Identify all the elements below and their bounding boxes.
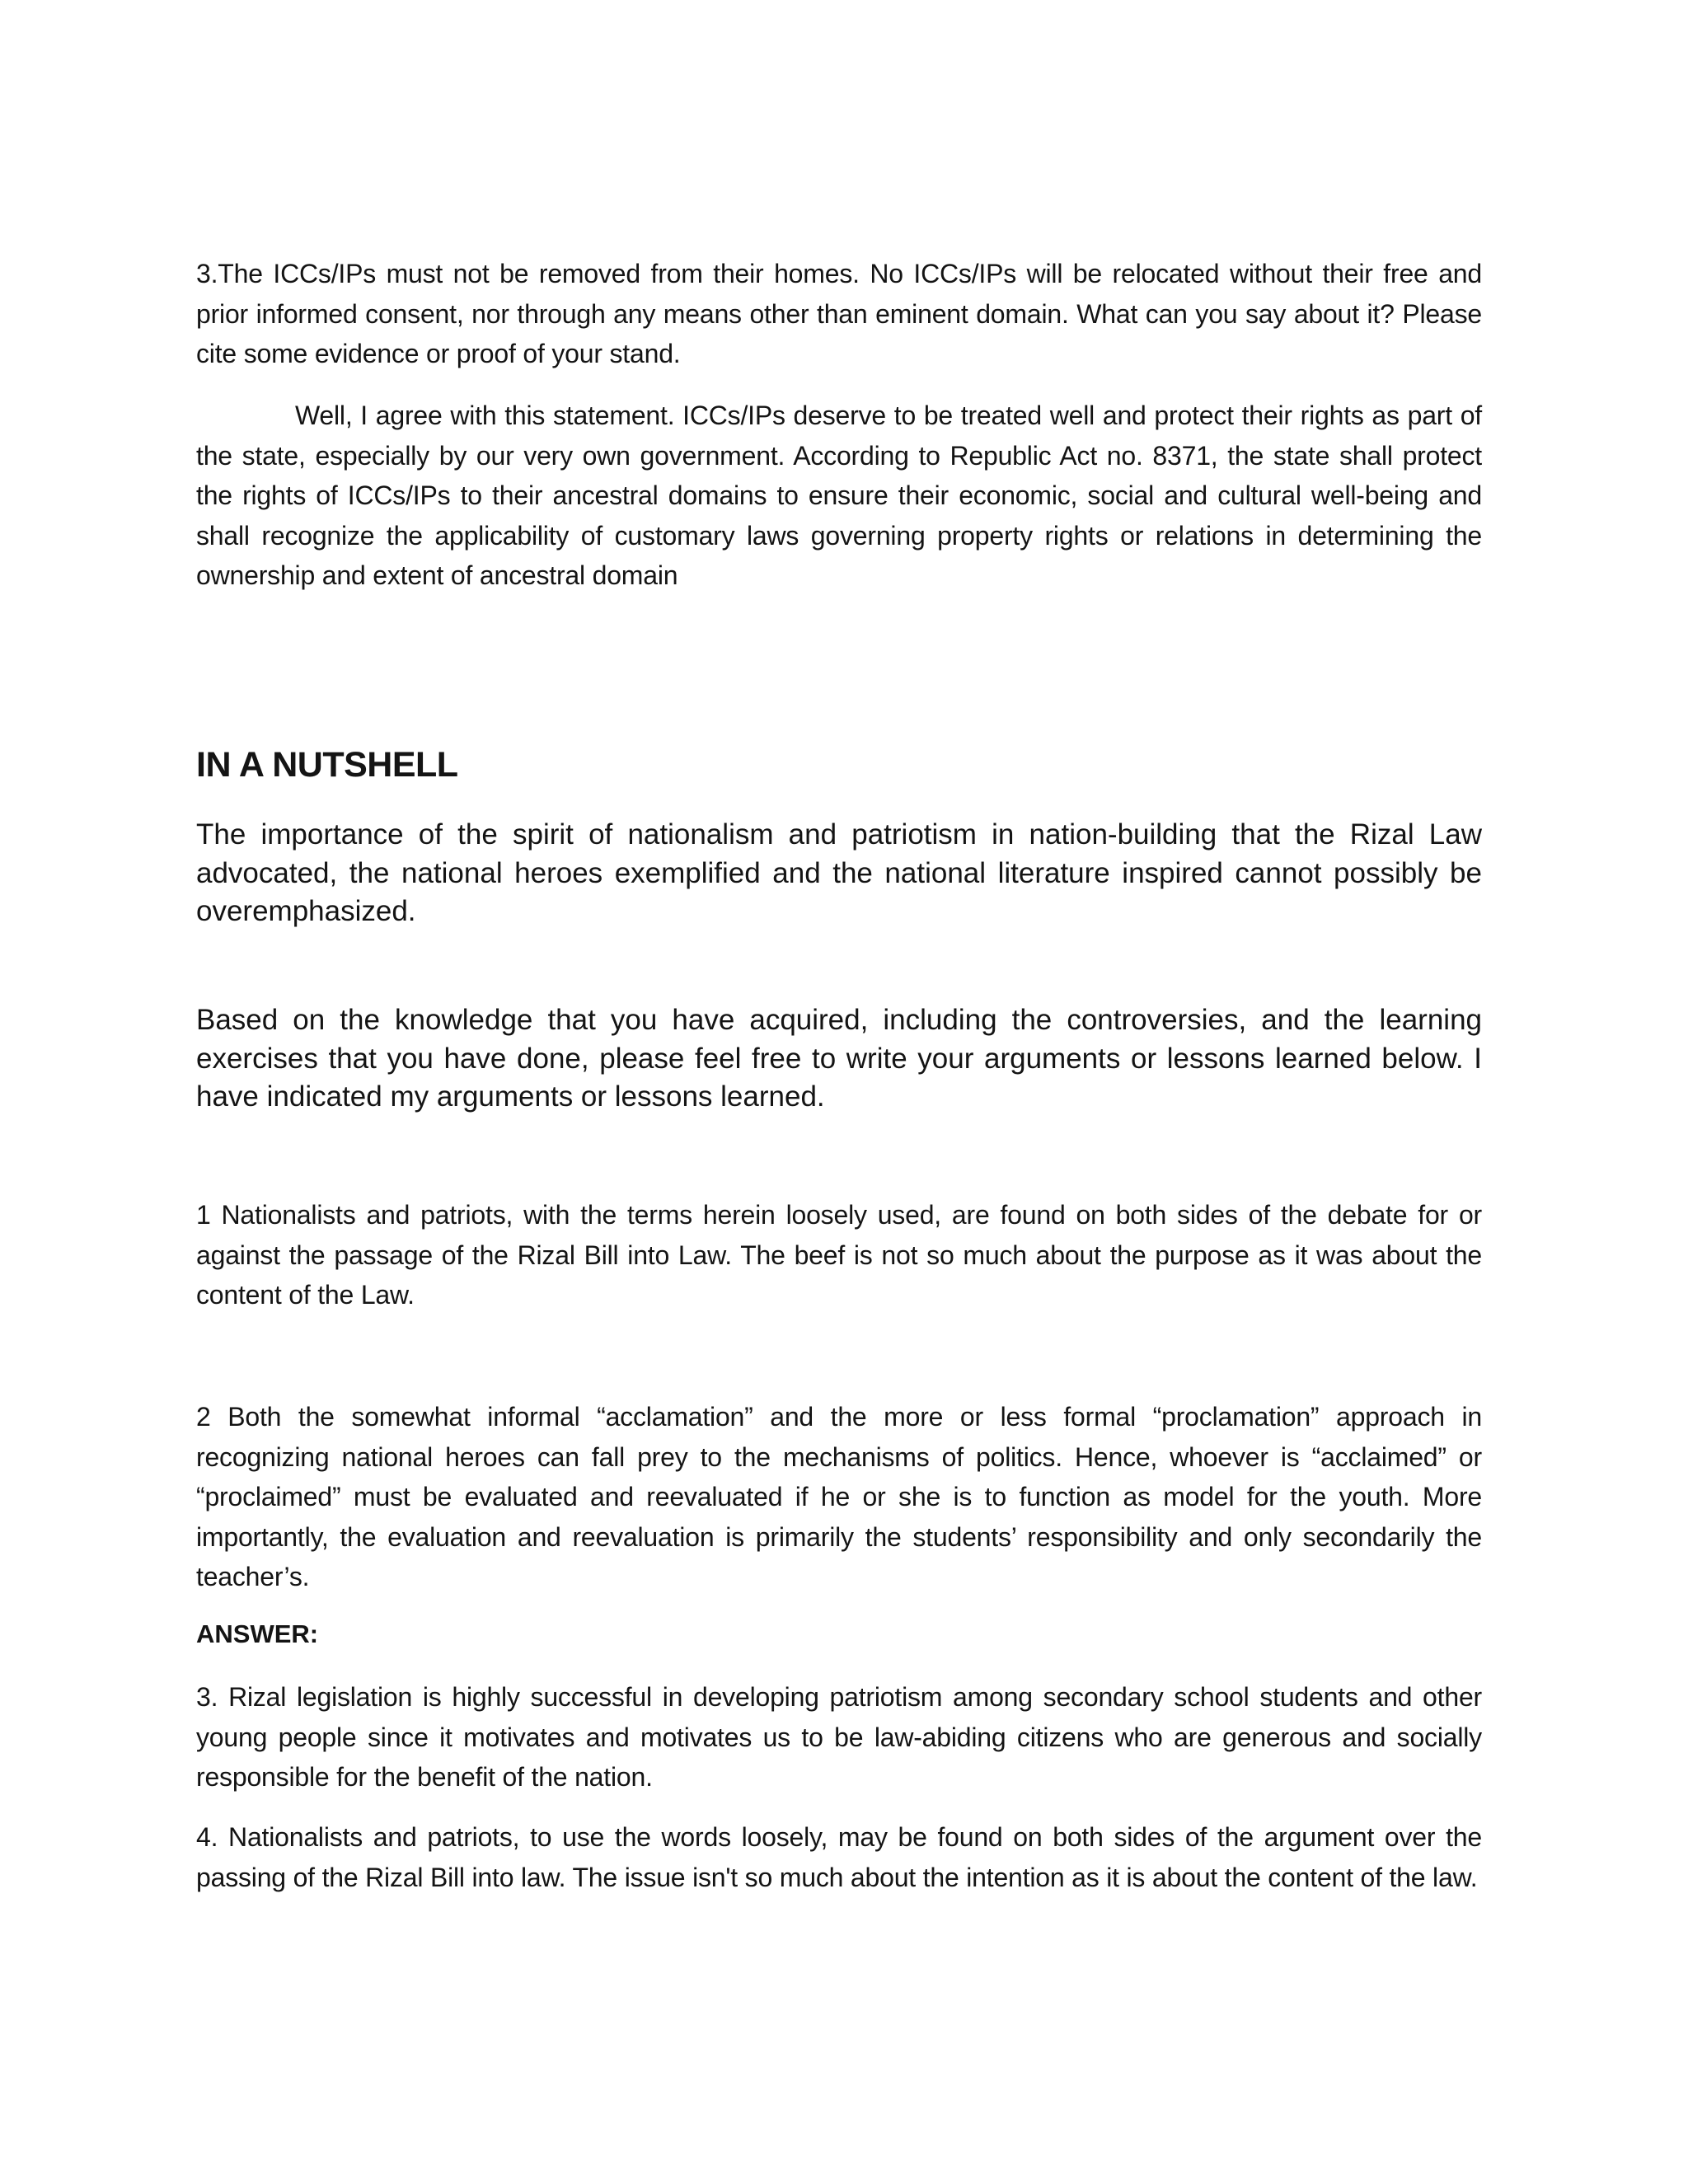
lesson-point-2: 2 Both the somewhat informal “acclamation” and the more or less formal “proclamation” approach in recognizing national heroes can fall prey to the mechanisms of politics. Hence, whoever is “acclaimed” or “proclaimed” must be evaluated and reevaluated if he or she is to function as model for the youth. More importantly, the evaluation and reevaluation is primarily the students’ responsibility and only secondarily the teacher’s. (196, 1402, 1482, 1591)
question-3-response: Well, I agree with this statement. ICCs/IPs deserve to be treated well and protect their rights as part of the state, especially by our very own government. According to Republic Act no. 8371, the state shall protect the rights of ICCs/IPs to their ancestral domains to ensure their economic, social and cultural well-being and shall recognize the applicability of customary laws governing property rights or relations in determining the ownership and extent of ancestral domain (196, 401, 1482, 590)
nutshell-instructions: Based on the knowledge that you have acquired, including the controversies, and the learning exercises that you have done, please feel free to write your arguments or lessons learned below. I have indicated my arguments or lessons learned. (196, 1004, 1482, 1113)
answer-3: 3. Rizal legislation is highly successful in developing patriotism among secondary school students and other young people since it motivates and motivates us to be law-abiding citizens who are generous and socially responsible for the benefit of the nation. (196, 1682, 1482, 1792)
lesson-point-1: 1 Nationalists and patriots, with the terms herein loosely used, are found on both sides of the debate for or against the passage of the Rizal Bill into Law. The beef is not so much about the purpose as it was about the content of the Law. (196, 1200, 1482, 1310)
answer-label: ANSWER: (196, 1619, 319, 1648)
nutshell-intro: The importance of the spirit of nationalism and patriotism in nation-building that the Rizal Law advocated, the national heroes exemplified and the national literature inspired cannot possibly be overemphasized. (196, 818, 1482, 927)
section-heading: IN A NUTSHELL (196, 745, 458, 785)
answer-4: 4. Nationalists and patriots, to use the words loosely, may be found on both sides of the argument over the passing of the Rizal Bill into law. The issue isn't so much about the intention as it is about the content of the law. (196, 1822, 1482, 1892)
question-3-prompt: 3.The ICCs/IPs must not be removed from their homes. No ICCs/IPs will be relocated without their free and prior informed consent, nor through any means other than eminent domain. What can you say about it? Please cite some evidence or proof of your stand. (196, 259, 1482, 368)
